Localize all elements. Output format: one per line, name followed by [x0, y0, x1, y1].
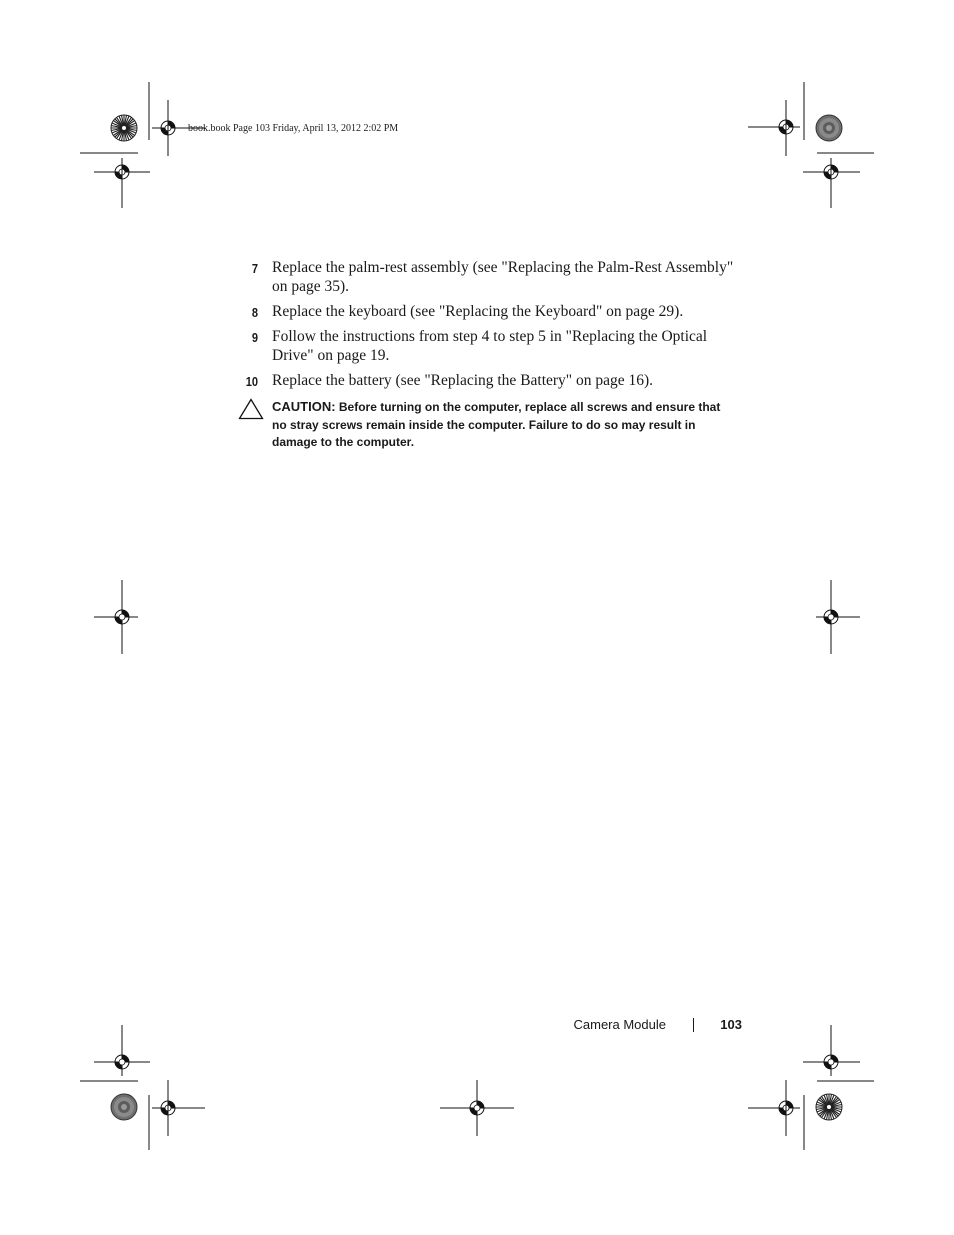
caution-body [272, 398, 738, 452]
list-item [236, 302, 746, 321]
starburst-color-icon [111, 1094, 137, 1120]
crosshair-registration-icon [149, 1080, 205, 1150]
starburst-color-icon [816, 1094, 842, 1120]
crosshair-registration-icon [803, 153, 874, 208]
step-number: 7 [251, 261, 258, 276]
list-item [236, 258, 746, 296]
footer-section-title: Camera Module [573, 1017, 666, 1032]
step-number: 10 [245, 374, 258, 389]
crosshair-registration-icon [748, 82, 804, 156]
crosshair-registration-icon [94, 580, 138, 654]
page-number: 103 [720, 1017, 742, 1032]
caution-label: CAUTION: [272, 399, 336, 414]
list-item [236, 371, 746, 390]
step-text: Replace the battery (see "Replacing the Battery" on page 16). [272, 372, 654, 389]
step-text: Replace the palm-rest assembly (see "Replacing the Palm-Rest Assembly" on page 35). [272, 259, 734, 295]
crosshair-registration-icon [440, 1080, 514, 1136]
caution-notice [238, 398, 738, 452]
starburst-color-icon [816, 115, 842, 141]
crosshair-registration-icon [149, 82, 205, 156]
caution-triangle-icon [238, 398, 264, 420]
list-item [236, 327, 746, 365]
crosshair-registration-icon [816, 580, 860, 654]
crosshair-registration-icon [748, 1080, 804, 1150]
step-text: Follow the instructions from step 4 to step 5 in "Replacing the Optical Drive" on page 19. [272, 328, 708, 364]
procedure-steps [236, 258, 746, 396]
starburst-color-icon [111, 115, 137, 141]
crosshair-registration-icon [803, 1025, 874, 1081]
footer-divider [693, 1018, 694, 1032]
page-footer [520, 1014, 742, 1036]
step-text: Replace the keyboard (see "Replacing the Keyboard" on page 29). [272, 303, 684, 320]
print-file-info: book.book Page 103 Friday, April 13, 2012 2:02 PM [188, 123, 399, 134]
crosshair-registration-icon [80, 153, 150, 208]
step-number: 9 [251, 330, 258, 345]
step-number: 8 [251, 305, 258, 320]
crosshair-registration-icon [80, 1025, 150, 1081]
caution-text: Before turning on the computer, replace all screws and ensure that no stray screws remain inside the computer. Failure to do so may result in damage to the computer. [272, 400, 721, 449]
